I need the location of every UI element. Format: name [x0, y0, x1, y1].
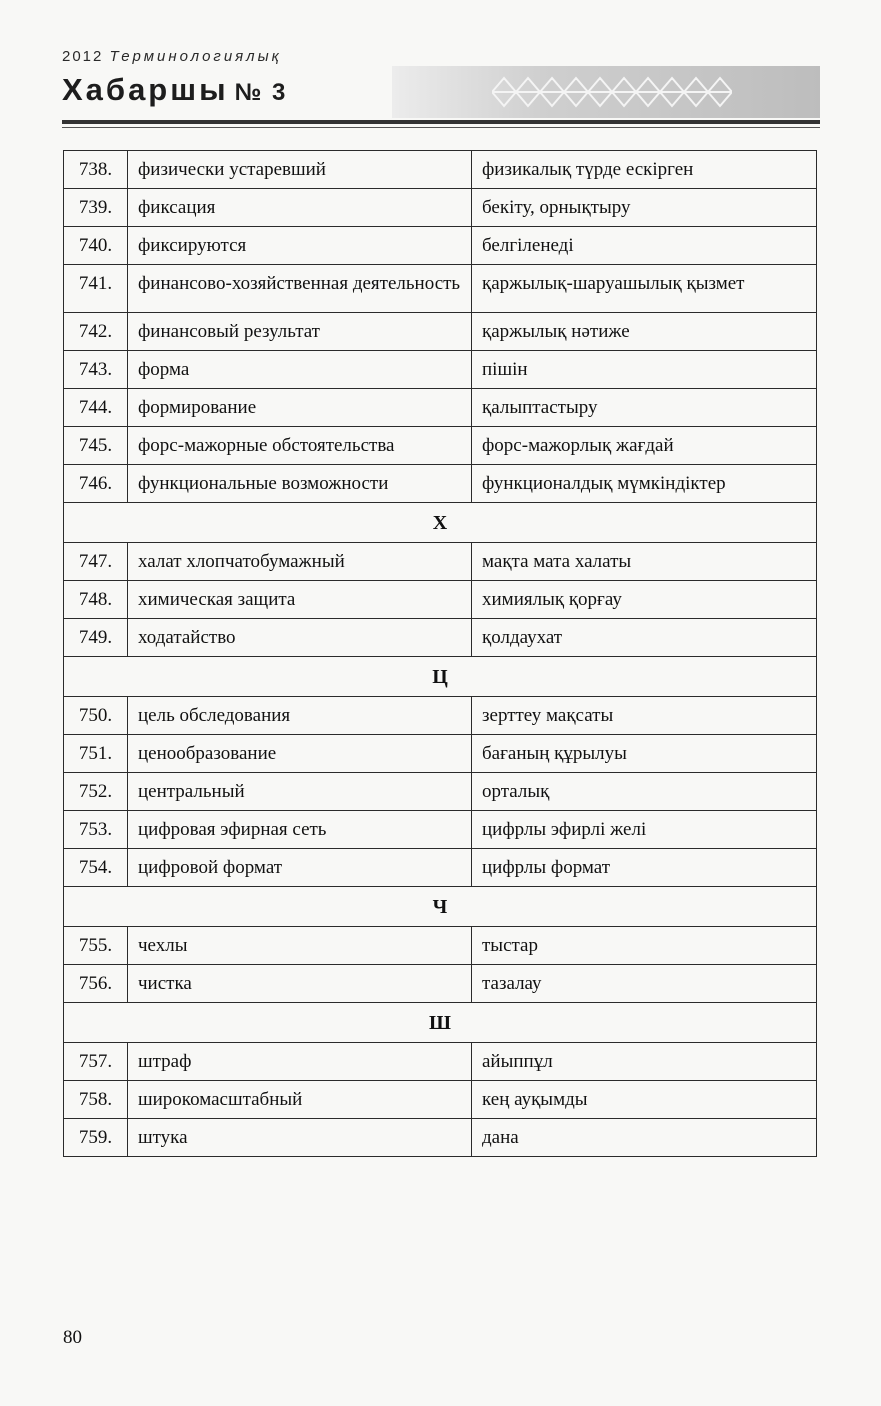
term-russian: чехлы	[128, 927, 472, 965]
table-row	[64, 773, 817, 811]
ornament-pattern-icon	[492, 72, 732, 112]
term-russian: фиксация	[128, 189, 472, 227]
term-number: 739.	[64, 189, 128, 227]
term-russian: чистка	[128, 965, 472, 1003]
term-russian: химическая защита	[128, 581, 472, 619]
term-russian: цифровой формат	[128, 849, 472, 887]
term-russian: физически устаревший	[128, 151, 472, 189]
term-russian: цифровая эфирная сеть	[128, 811, 472, 849]
journal-issue: № 3	[234, 79, 288, 106]
term-number: 754.	[64, 849, 128, 887]
page-header	[62, 44, 820, 130]
table-row	[64, 227, 817, 265]
term-russian: штука	[128, 1119, 472, 1157]
term-russian: форма	[128, 351, 472, 389]
term-number: 741.	[64, 265, 128, 313]
term-kazakh: орталық	[472, 773, 817, 811]
term-kazakh: қолдаухат	[472, 619, 817, 657]
letter-section-row	[64, 657, 817, 697]
term-russian: форс-мажорные обстоятельства	[128, 427, 472, 465]
table-row	[64, 581, 817, 619]
term-kazakh: бекіту, орнықтыру	[472, 189, 817, 227]
term-number: 748.	[64, 581, 128, 619]
term-number: 744.	[64, 389, 128, 427]
term-kazakh: цифрлы формат	[472, 849, 817, 887]
term-russian: функциональные возможности	[128, 465, 472, 503]
term-russian: халат хлопчатобумажный	[128, 543, 472, 581]
table-row	[64, 927, 817, 965]
term-kazakh: физикалық түрде ескірген	[472, 151, 817, 189]
table-row	[64, 1119, 817, 1157]
section-letter: Ч	[64, 887, 817, 927]
table-row	[64, 151, 817, 189]
table-row	[64, 735, 817, 773]
term-kazakh: қаржылық-шаруашылық қызмет	[472, 265, 817, 313]
term-kazakh: айыппұл	[472, 1043, 817, 1081]
term-russian: ходатайство	[128, 619, 472, 657]
table-row	[64, 811, 817, 849]
table-row	[64, 427, 817, 465]
term-number: 757.	[64, 1043, 128, 1081]
table-row	[64, 543, 817, 581]
table-row	[64, 697, 817, 735]
term-number: 749.	[64, 619, 128, 657]
term-number: 740.	[64, 227, 128, 265]
term-russian: ценообразование	[128, 735, 472, 773]
term-russian: широкомасштабный	[128, 1081, 472, 1119]
term-russian: центральный	[128, 773, 472, 811]
journal-series: Терминологиялық	[109, 48, 282, 65]
journal-title-text: Хабаршы	[62, 72, 229, 107]
term-russian: фиксируются	[128, 227, 472, 265]
table-row	[64, 1081, 817, 1119]
term-number: 742.	[64, 313, 128, 351]
term-number: 755.	[64, 927, 128, 965]
term-kazakh: тыстар	[472, 927, 817, 965]
header-rule	[62, 120, 820, 124]
table-row	[64, 849, 817, 887]
table-row	[64, 189, 817, 227]
term-number: 753.	[64, 811, 128, 849]
term-kazakh: форс-мажорлық жағдай	[472, 427, 817, 465]
term-number: 756.	[64, 965, 128, 1003]
term-kazakh: кең ауқымды	[472, 1081, 817, 1119]
term-kazakh: цифрлы эфирлі желі	[472, 811, 817, 849]
term-kazakh: бағаның құрылуы	[472, 735, 817, 773]
header-rule-thin	[62, 127, 820, 128]
section-letter: Ш	[64, 1003, 817, 1043]
term-russian: финансово-хозяйственная деятельность	[128, 265, 472, 313]
table-row	[64, 1043, 817, 1081]
page-number: 80	[63, 1327, 82, 1348]
term-kazakh: мақта мата халаты	[472, 543, 817, 581]
term-number: 759.	[64, 1119, 128, 1157]
term-kazakh: қалыптастыру	[472, 389, 817, 427]
term-kazakh: функционалдық мүмкіндіктер	[472, 465, 817, 503]
term-number: 746.	[64, 465, 128, 503]
term-number: 751.	[64, 735, 128, 773]
term-russian: финансовый результат	[128, 313, 472, 351]
term-kazakh: белгіленеді	[472, 227, 817, 265]
journal-year: 2012	[62, 48, 104, 65]
table-row	[64, 313, 817, 351]
section-letter: Х	[64, 503, 817, 543]
table-row	[64, 965, 817, 1003]
terms-table	[63, 150, 817, 1157]
section-letter: Ц	[64, 657, 817, 697]
terms-table-body	[64, 151, 817, 1157]
term-russian: штраф	[128, 1043, 472, 1081]
term-kazakh: зерттеу мақсаты	[472, 697, 817, 735]
term-kazakh: химиялық қорғау	[472, 581, 817, 619]
table-row	[64, 619, 817, 657]
term-number: 738.	[64, 151, 128, 189]
term-number: 745.	[64, 427, 128, 465]
letter-section-row	[64, 887, 817, 927]
ornament-band	[392, 66, 820, 118]
letter-section-row	[64, 503, 817, 543]
term-kazakh: дана	[472, 1119, 817, 1157]
term-number: 750.	[64, 697, 128, 735]
term-kazakh: пішін	[472, 351, 817, 389]
table-row	[64, 465, 817, 503]
term-russian: цель обследования	[128, 697, 472, 735]
term-russian: формирование	[128, 389, 472, 427]
table-row	[64, 351, 817, 389]
letter-section-row	[64, 1003, 817, 1043]
term-kazakh: қаржылық нәтиже	[472, 313, 817, 351]
term-number: 758.	[64, 1081, 128, 1119]
table-row	[64, 389, 817, 427]
term-number: 752.	[64, 773, 128, 811]
term-number: 747.	[64, 543, 128, 581]
journal-title	[62, 72, 287, 108]
journal-year-series	[62, 48, 282, 65]
term-number: 743.	[64, 351, 128, 389]
term-kazakh: тазалау	[472, 965, 817, 1003]
table-row	[64, 265, 817, 313]
